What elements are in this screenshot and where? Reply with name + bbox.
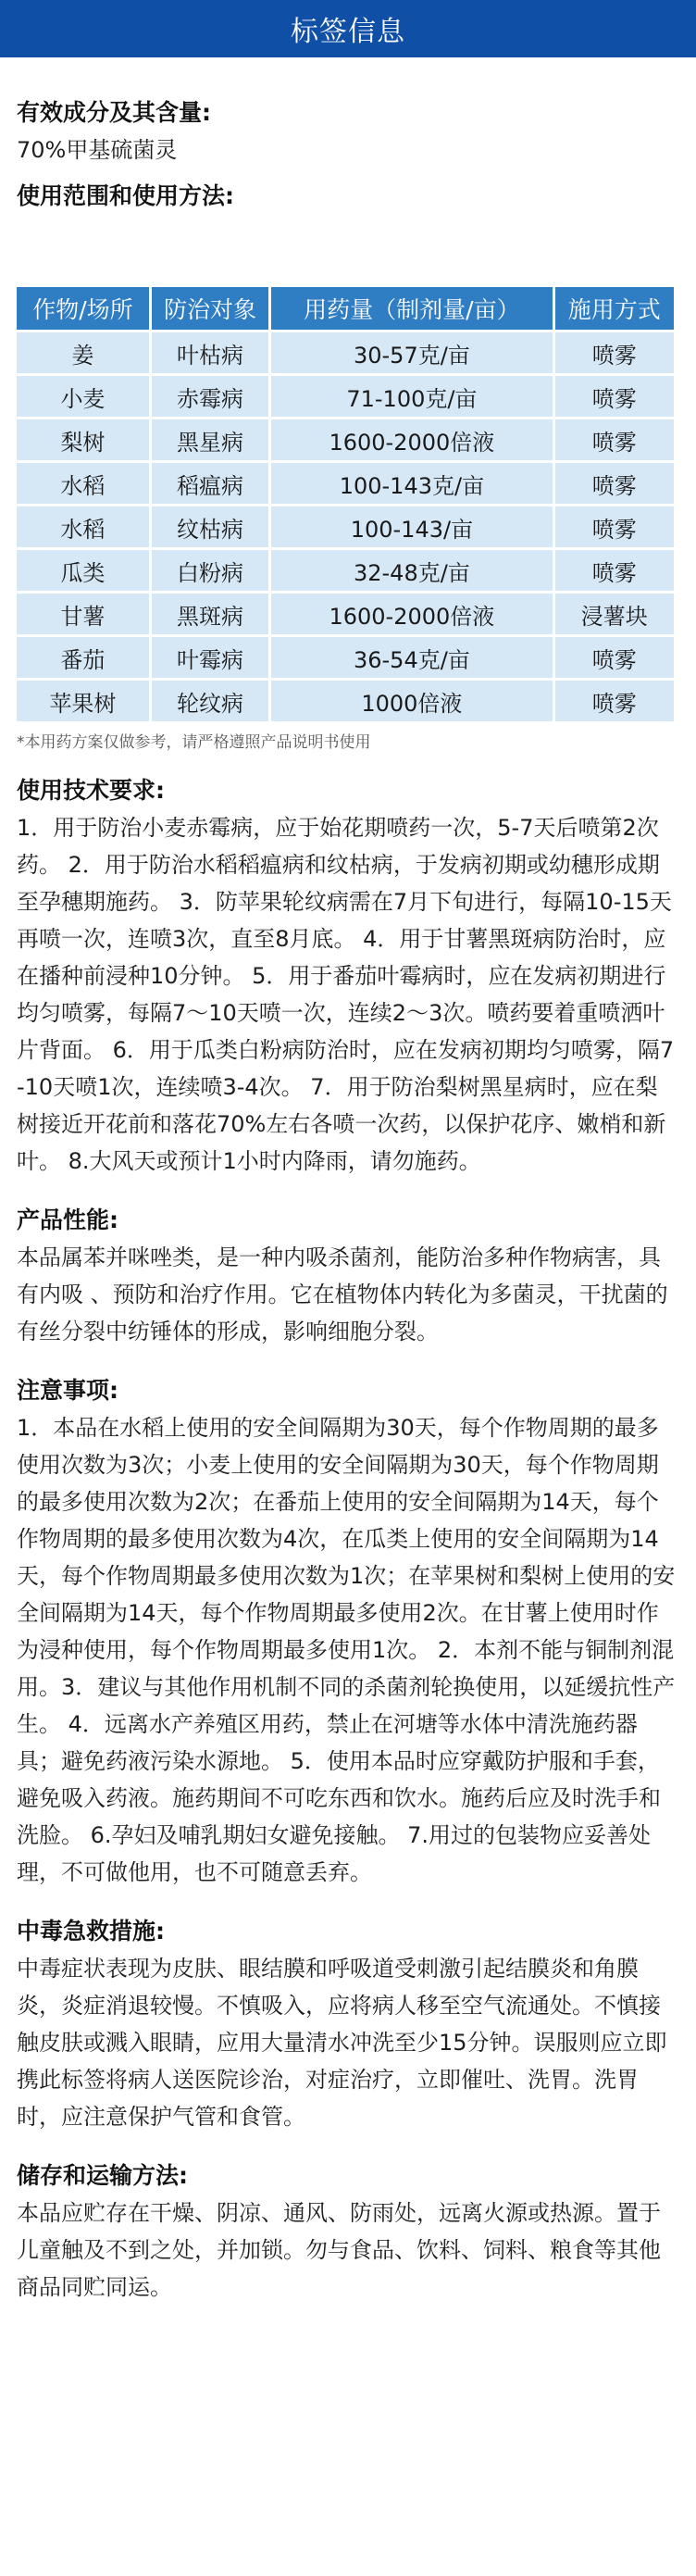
performance-text: 本品属苯并咪唑类，是一种内吸杀菌剂，能防治多种作物病害，具有内吸 、预防和治疗作用。它在植物体内转化为多菌灵，干扰菌的有丝分裂中纺锤体的形成，影响细胞分裂。 xyxy=(17,1244,668,1344)
cell-dosage: 100-143/亩 xyxy=(271,506,552,547)
cell-crop: 水稻 xyxy=(17,506,149,547)
technique-text: 1．用于防治小麦赤霉病，应于始花期喷药一次，5-7天后喷第2次药。 2．用于防治水稻稻瘟病和纹枯病，于发病初期或幼穗形成期至孕穗期施药。 3．防苹果轮纹病需在7月下旬进行，每隔10-15天再喷一次，连喷3次，直至8月底。 4．用于甘薯黑斑病防治时，应在播种前浸种10分钟。 5．用于番茄叶霉病时，应在发病初期进行均匀喷雾，每隔7～10天喷一次，连续2～3次。喷药要着重喷洒叶片背面。 6．用于瓜类白粉病防治时，应在发病初期均匀喷雾，隔7-10天喷1次，连续喷3-4次。 7．用于防治梨树黑星病时，应在梨树接近开花前和落花70%左右各喷一次药，以保护花序、嫩梢和新叶。 8.大风天或预计1小时内降雨，请勿施药。 xyxy=(17,815,675,1174)
cell-target: 赤霉病 xyxy=(152,376,268,417)
cell-method: 喷雾 xyxy=(555,681,674,721)
cell-dosage: 32-48克/亩 xyxy=(271,550,552,591)
usage-title: 使用范围和使用方法: xyxy=(17,182,234,209)
cell-method: 浸薯块 xyxy=(555,594,674,634)
cell-crop: 水稻 xyxy=(17,463,149,504)
table-row xyxy=(17,637,674,678)
cell-target: 黑星病 xyxy=(152,419,268,460)
cell-dosage: 30-57克/亩 xyxy=(271,332,552,373)
cell-method: 喷雾 xyxy=(555,550,674,591)
table-row xyxy=(17,332,674,373)
table-row xyxy=(17,376,674,417)
performance-title: 产品性能: xyxy=(17,1207,118,1233)
cell-dosage: 1000倍液 xyxy=(271,681,552,721)
cell-method: 喷雾 xyxy=(555,332,674,373)
performance-section xyxy=(17,1202,679,1350)
ingredient-title: 有效成分及其含量: xyxy=(17,99,211,126)
cell-crop: 瓜类 xyxy=(17,550,149,591)
cell-method: 喷雾 xyxy=(555,419,674,460)
storage-title: 储存和运输方法: xyxy=(17,2162,188,2189)
cell-dosage: 1600-2000倍液 xyxy=(271,594,552,634)
cell-target: 叶枯病 xyxy=(152,332,268,373)
precautions-text: 1．本品在水稻上使用的安全间隔期为30天，每个作物周期的最多使用次数为3次；小麦上使用的安全间隔期为30天，每个作物周期的最多使用次数为2次；在番茄上使用的安全间隔期为14天，每个作物周期的最多使用次数为4次，在瓜类上使用的安全间隔期为14天，每个作物周期最多使用次数为1次；在苹果树和梨树上使用的安全间隔期为14天，每个作物周期最多使用2次。在甘薯上使用时作为浸种使用，每个作物周期最多使用1次。 2．本剂不能与铜制剂混用。3．建议与其他作用机制不同的杀菌剂轮换使用，以延缓抗性产生。 4．远离水产养殖区用药，禁止在河塘等水体中清洗施药器具；避免药液污染水源地。 5．使用本品时应穿戴防护服和手套，避免吸入药液。施药期间不可吃东西和饮水。施药后应及时洗手和洗脸。 6.孕妇及哺乳期妇女避免接触。 7.用过的包装物应妥善处理，不可做他用，也不可随意丢弃。 xyxy=(17,1415,676,1885)
col-crop: 作物/场所 xyxy=(17,287,149,330)
table-row xyxy=(17,550,674,591)
cell-target: 黑斑病 xyxy=(152,594,268,634)
precautions-title: 注意事项: xyxy=(17,1377,118,1404)
header-title: 标签信息 xyxy=(291,16,405,48)
cell-target: 轮纹病 xyxy=(152,681,268,721)
first-aid-title: 中毒急救措施: xyxy=(17,1918,165,1945)
table-row xyxy=(17,463,674,504)
table-row xyxy=(17,681,674,721)
cell-dosage: 100-143克/亩 xyxy=(271,463,552,504)
cell-crop: 小麦 xyxy=(17,376,149,417)
label-content xyxy=(0,94,696,2324)
label-info-header xyxy=(0,0,696,57)
first-aid-section xyxy=(17,1913,679,2135)
cell-dosage: 1600-2000倍液 xyxy=(271,419,552,460)
storage-section xyxy=(17,2157,679,2306)
cell-method: 喷雾 xyxy=(555,506,674,547)
cell-crop: 姜 xyxy=(17,332,149,373)
cell-dosage: 36-54克/亩 xyxy=(271,637,552,678)
table-row xyxy=(17,419,674,460)
cell-dosage: 71-100克/亩 xyxy=(271,376,552,417)
cell-crop: 甘薯 xyxy=(17,594,149,634)
cell-method: 喷雾 xyxy=(555,376,674,417)
cell-method: 喷雾 xyxy=(555,463,674,504)
col-dosage: 用药量（制剂量/亩） xyxy=(271,287,552,330)
usage-note: *本用药方案仅做参考，请严格遵照产品说明书使用 xyxy=(17,733,371,752)
cell-target: 稻瘟病 xyxy=(152,463,268,504)
col-target: 防治对象 xyxy=(152,287,268,330)
cell-target: 纹枯病 xyxy=(152,506,268,547)
cell-target: 白粉病 xyxy=(152,550,268,591)
col-method: 施用方式 xyxy=(555,287,674,330)
usage-table-header xyxy=(17,287,674,330)
technique-section xyxy=(17,772,679,1180)
precautions-section xyxy=(17,1372,679,1891)
ingredient-value: 70%甲基硫菌灵 xyxy=(17,137,178,163)
cell-target: 叶霉病 xyxy=(152,637,268,678)
technique-title: 使用技术要求: xyxy=(17,777,165,804)
usage-table xyxy=(14,284,677,724)
cell-crop: 番茄 xyxy=(17,637,149,678)
table-row xyxy=(17,594,674,634)
ingredient-section xyxy=(17,94,679,169)
cell-method: 喷雾 xyxy=(555,637,674,678)
storage-text: 本品应贮存在干燥、阴凉、通风、防雨处，远离火源或热源。置于儿童触及不到之处，并加锁。勿与食品、饮料、饲料、粮食等其他商品同贮同运。 xyxy=(17,2200,661,2300)
cell-crop: 苹果树 xyxy=(17,681,149,721)
first-aid-text: 中毒症状表现为皮肤、眼结膜和呼吸道受刺激引起结膜炎和角膜炎，炎症消退较慢。不慎吸入，应将病人移至空气流通处。不慎接触皮肤或溅入眼睛，应用大量清水冲洗至少15分钟。误服则应立即携此标签将病人送医院诊治，对症治疗，立即催吐、洗胃。洗胃时，应注意保护气管和食管。 xyxy=(17,1956,667,2130)
usage-section xyxy=(17,178,679,756)
cell-crop: 梨树 xyxy=(17,419,149,460)
table-row xyxy=(17,506,674,547)
